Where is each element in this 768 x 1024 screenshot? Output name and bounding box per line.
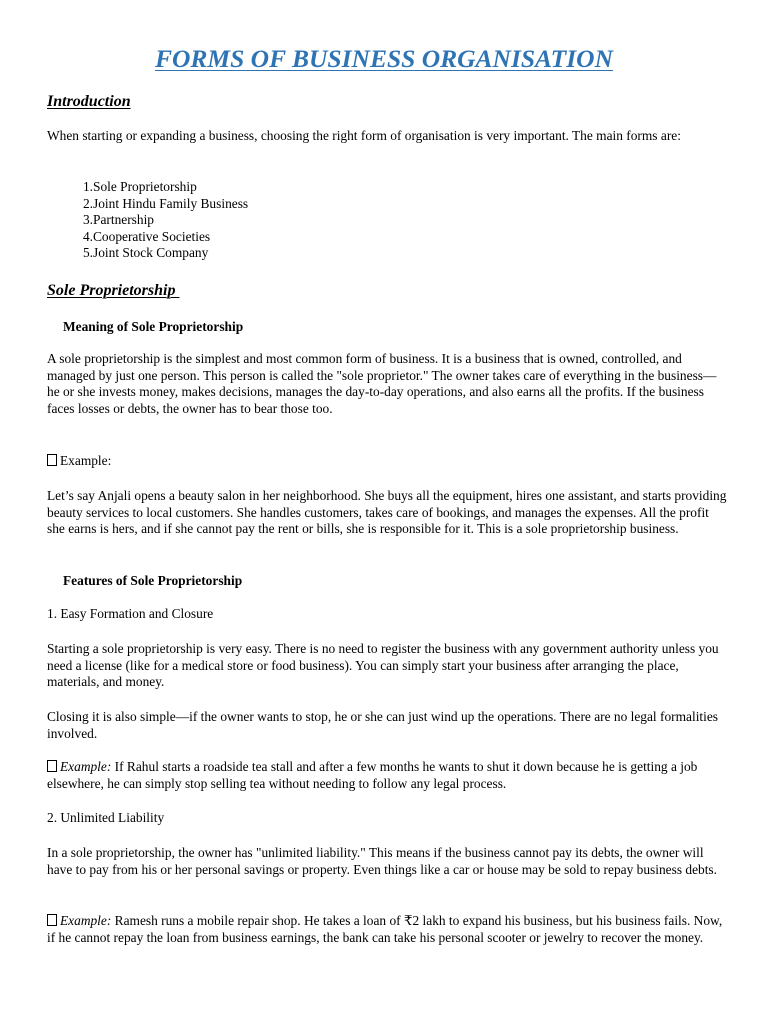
feature-2-paragraph-1: In a sole proprietorship, the owner has "unlimited liability." This means if the business cannot pay its debts, the owner will have to pay from his or her personal savings or property. Even things like a car or house may be sold to repay business debts. [47,845,717,877]
list-item: 4. Cooperative Societies [82,228,211,244]
document-title: FORMS OF BUSINESS ORGANISATION [155,44,613,73]
example-label-line [47,453,727,470]
sole-proprietorship-heading: Sole Proprietorship [47,282,180,299]
example-text: Let’s say Anjali opens a beauty salon in her neighborhood. She buys all the equipment, hires one assistant, and starts providing beauty services to local customers. She handles customers, takes care of bookings, and manages the expenses. All the profit she earns is hers, and if she cannot pay the rent or bills, she is responsible for it. This is a sole proprietorship business. [47,488,727,537]
feature-1-paragraph-2: Closing it is also simple—if the owner wants to stop, he or she can just wind up the operations. There are no legal formalities involved. [47,709,719,741]
forms-list [47,179,248,262]
feature-1-example [47,759,727,792]
introduction-heading: Introduction [47,93,131,110]
missing-glyph-icon [47,760,57,772]
list-item: 3. Partnership [82,212,154,228]
missing-glyph-icon [47,914,57,926]
example-text: Ramesh runs a mobile repair shop. He takes a loan of ₹2 lakh to expand his business, but his business fails. Now, if he cannot repay the loan from business earnings, the bank can take his personal scooter or jewelry to recover the money. [47,913,723,945]
meaning-heading: Meaning of Sole Proprietorship [63,319,244,334]
example-label: Example: [60,913,112,928]
list-item: 5. Joint Stock Company [82,245,209,261]
list-item: 2. Joint Hindu Family Business [82,195,249,211]
example-label: Example: [60,759,112,774]
example-text: If Rahul starts a roadside tea stall and after a few months he wants to shut it down because he is getting a job elsewhere, he can simply stop selling tea without needing to follow any legal process. [47,759,698,791]
feature-1-title: 1. Easy Formation and Closure [47,606,214,621]
feature-1-paragraph-1: Starting a sole proprietorship is very easy. There is no need to register the business with any government authority unless you need a license (like for a medical store or food business). You can simply start your business after arranging the place, materials, and money. [47,641,719,690]
introduction-text: When starting or expanding a business, choosing the right form of organisation is very important. The main forms are: [47,128,681,143]
feature-2-example [47,913,727,946]
feature-2-title: 2. Unlimited Liability [47,810,165,825]
features-heading: Features of Sole Proprietorship [63,573,243,588]
meaning-text: A sole proprietorship is the simplest and most common form of business. It is a business that is owned, controlled, and managed by just one person. This person is called the "sole proprietor." The owner takes care of everything in the business—he or she invests money, makes decisions, manages the day-to-day operations, and also earns all the profits. If the business faces losses or debts, the owner has to bear those too. [47,351,717,416]
list-item: 1. Sole Proprietorship [82,179,197,194]
missing-glyph-icon [47,454,57,466]
example-label: Example: [60,453,112,468]
